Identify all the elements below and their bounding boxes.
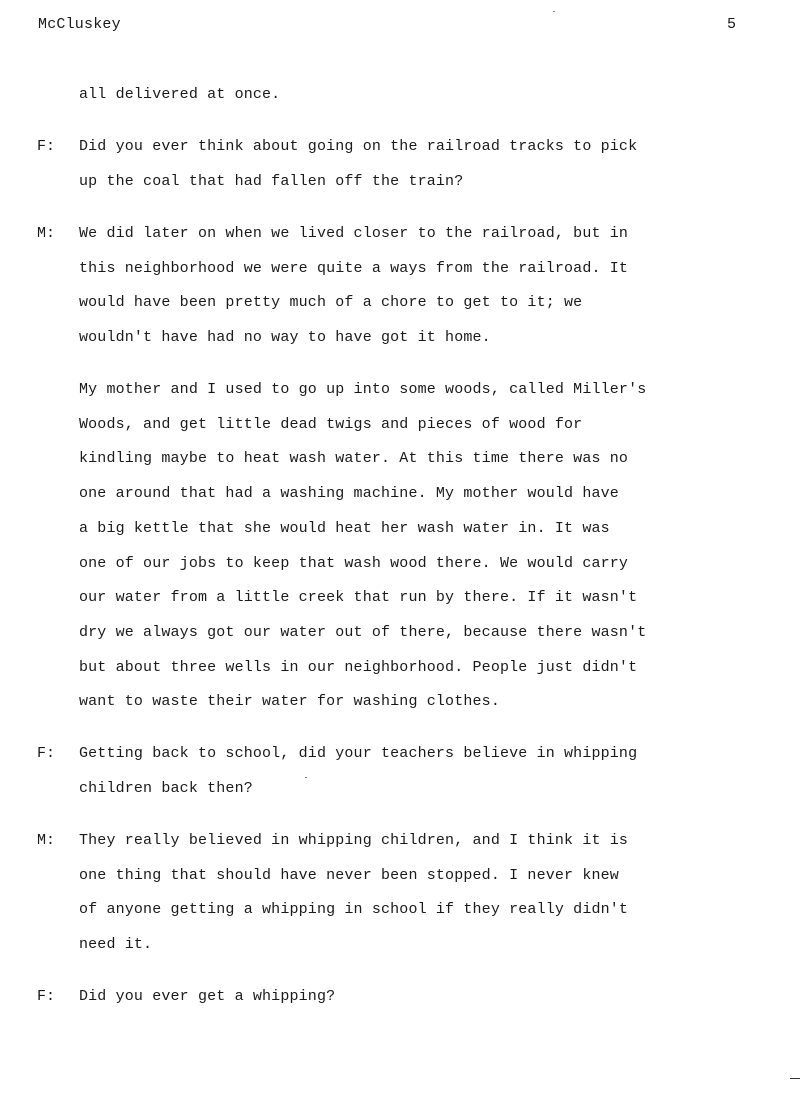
- speaker-label: F:: [37, 988, 56, 1005]
- paragraph-text: Getting back to school, did your teachers believe in whipping children back then?: [79, 745, 638, 797]
- speaker-label: M:: [37, 832, 56, 849]
- paragraph-text: Did you ever get a whipping?: [79, 988, 336, 1005]
- scan-speck: [305, 777, 307, 778]
- paragraph-text: They really believed in whipping children, and I think it is one thing that should have never been stopped. I never knew of anyone getting a whipping in school if they really didn't need it.: [79, 832, 629, 954]
- scan-speck: [553, 11, 555, 12]
- speaker-label: F:: [37, 138, 56, 155]
- paragraph-text: We did later on when we lived closer to the railroad, but in this neighborhood we were quite a ways from the railroad. It would have been pretty much of a chore to get to it; we wouldn't have had no way to have got it home.: [79, 225, 629, 347]
- paragraph-text: My mother and I used to go up into some woods, called Miller's Woods, and get little dead twigs and pieces of wood for kindling maybe to heat wash water. At this time there was no one around that had a washing machine. My mother would have a big kettle that she would heat her wash water in. It was one of our jobs to keep that wash wood there. We would carry our water from a little creek that run by there. If it wasn't dry we always got our water out of there, because there wasn't but about three wells in our neighborhood. People just didn't want to waste their water for washing clothes.: [79, 381, 647, 711]
- speaker-label: F:: [37, 745, 56, 762]
- speaker-label: M:: [37, 225, 56, 242]
- header-interviewee-name: McCluskey: [38, 16, 121, 33]
- paragraph-text: all delivered at once.: [79, 86, 281, 103]
- page-number: 5: [727, 16, 737, 33]
- paragraph-text: Did you ever think about going on the railroad tracks to pick up the coal that had fallen off the train?: [79, 138, 638, 190]
- scan-edge-mark: [790, 1078, 800, 1079]
